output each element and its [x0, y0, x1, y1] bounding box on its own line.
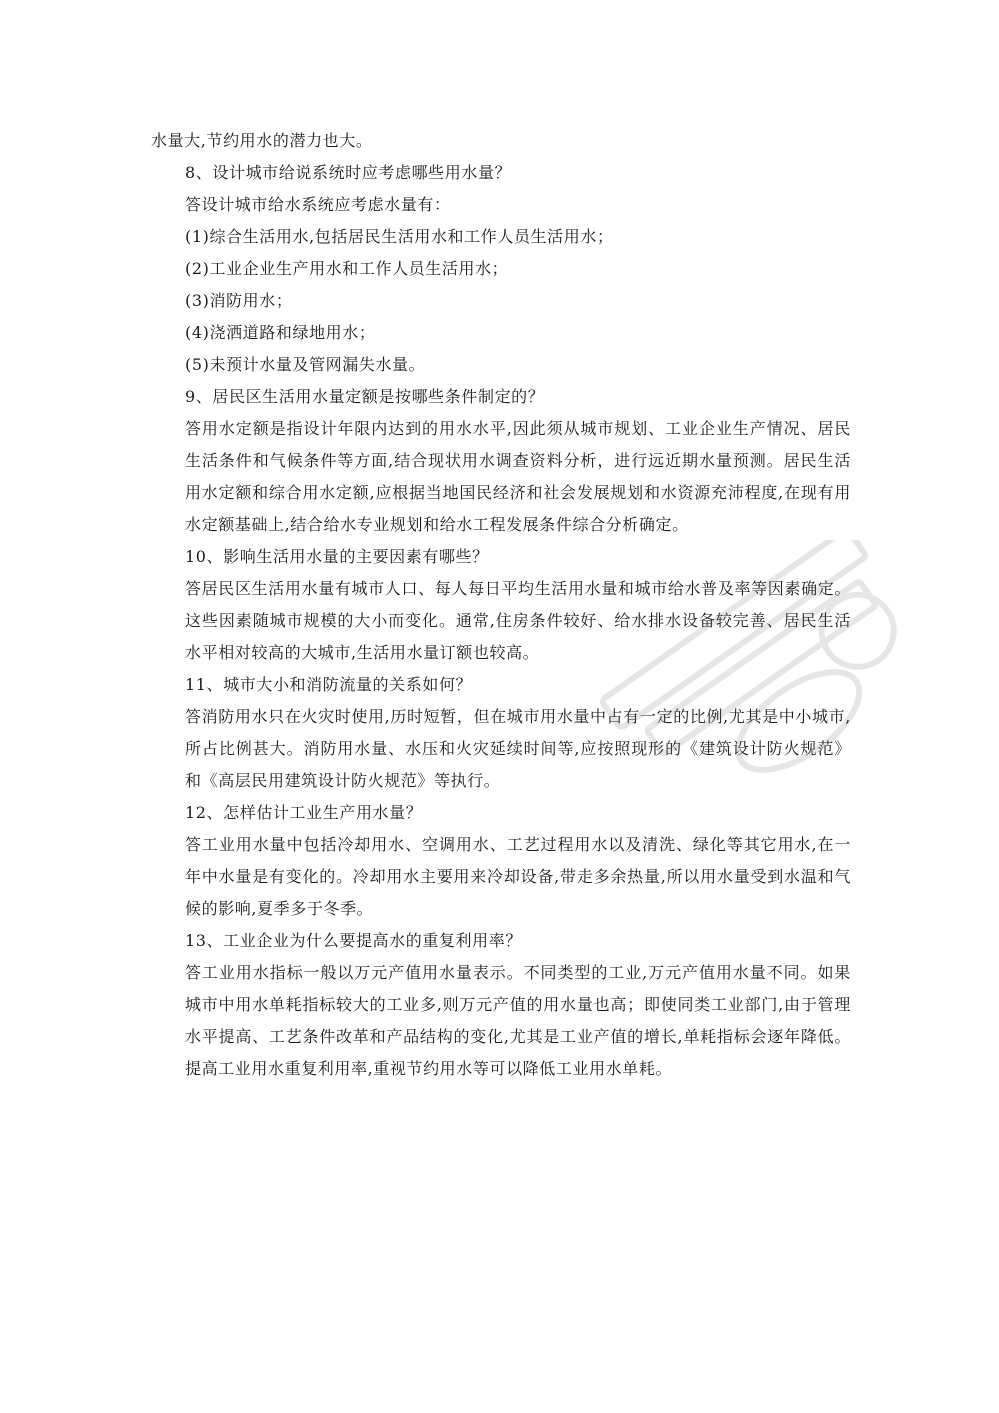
answer-paragraph: 答居民区生活用水量有城市人口、每人每日平均生活用水量和城市给水普及率等因素确定。这些因素随城市规模的大小而变化。通常,住房条件较好、给水排水设备较完善、居民生活水平相对较高的大城市,生活用水量订额也较高。	[185, 579, 851, 662]
answer-line: (3)消防用水；	[185, 291, 293, 310]
question-heading: 10、影响生活用水量的主要因素有哪些？	[185, 547, 489, 566]
answer-paragraph: 答消防用水只在火灾时使用,历时短暂，但在城市用水量中占有一定的比例,尤其是中小城市,所占比例甚大。消防用水量、水压和火灾延续时间等,应按照现形的《建筑设计防火规范》和《高层民用建筑设计防火规范》等执行。	[185, 707, 851, 790]
answer-line: (1)综合生活用水,包括居民生活用水和工作人员生活用水；	[185, 227, 614, 246]
answer-paragraph: 答工业用水指标一般以万元产值用水量表示。不同类型的工业,万元产值用水量不同。如果城市中用水单耗指标较大的工业多,则万元产值的用水量也高；即使同类工业部门,由于管理水平提高、工艺条件改革和产品结构的变化,尤其是工业产值的增长,单耗指标会逐年降低。提高工业用水重复利用率,重视节约用水等可以降低工业用水单耗。	[185, 963, 851, 1078]
answer-line: 答设计城市给水系统应考虑水量有：	[185, 195, 451, 214]
answer-line: (5)未预计水量及管网漏失水量。	[185, 355, 426, 374]
answer-paragraph: 答工业用水量中包括冷却用水、空调用水、工艺过程用水以及清洗、绿化等其它用水,在一年中水量是有变化的。冷却用水主要用来冷却设备,带走多余热量,所以用水量受到水温和气候的影响,夏季多于冬季。	[185, 835, 851, 918]
document-body	[151, 125, 851, 1085]
question-heading: 12、怎样估计工业生产用水量？	[185, 803, 423, 822]
answer-line: (2)工业企业生产用水和工作人员生活用水；	[185, 259, 509, 278]
answer-paragraph: 答用水定额是指设计年限内达到的用水水平,因此须从城市规划、工业企业生产情况、居民生活条件和气候条件等方面,结合现状用水调查资料分析，进行远近期水量预测。居民生活用水定额和综合用水定额,应根据当地国民经济和社会发展规划和水资源充沛程度,在现有用水定额基础上,结合给水专业规划和给水工程发展条件综合分析确定。	[185, 419, 851, 534]
question-heading: 8、设计城市给说系统时应考虑哪些用水量？	[185, 163, 512, 182]
question-heading: 13、工业企业为什么要提高水的重复利用率？	[185, 931, 522, 950]
question-heading: 9、居民区生活用水量定额是按哪些条件制定的？	[185, 387, 545, 406]
answer-line: (4)浇洒道路和绿地用水；	[185, 323, 376, 342]
question-heading: 11、城市大小和消防流量的关系如何？	[185, 675, 473, 694]
continued-paragraph: 水量大,节约用水的潜力也大。	[151, 131, 373, 150]
